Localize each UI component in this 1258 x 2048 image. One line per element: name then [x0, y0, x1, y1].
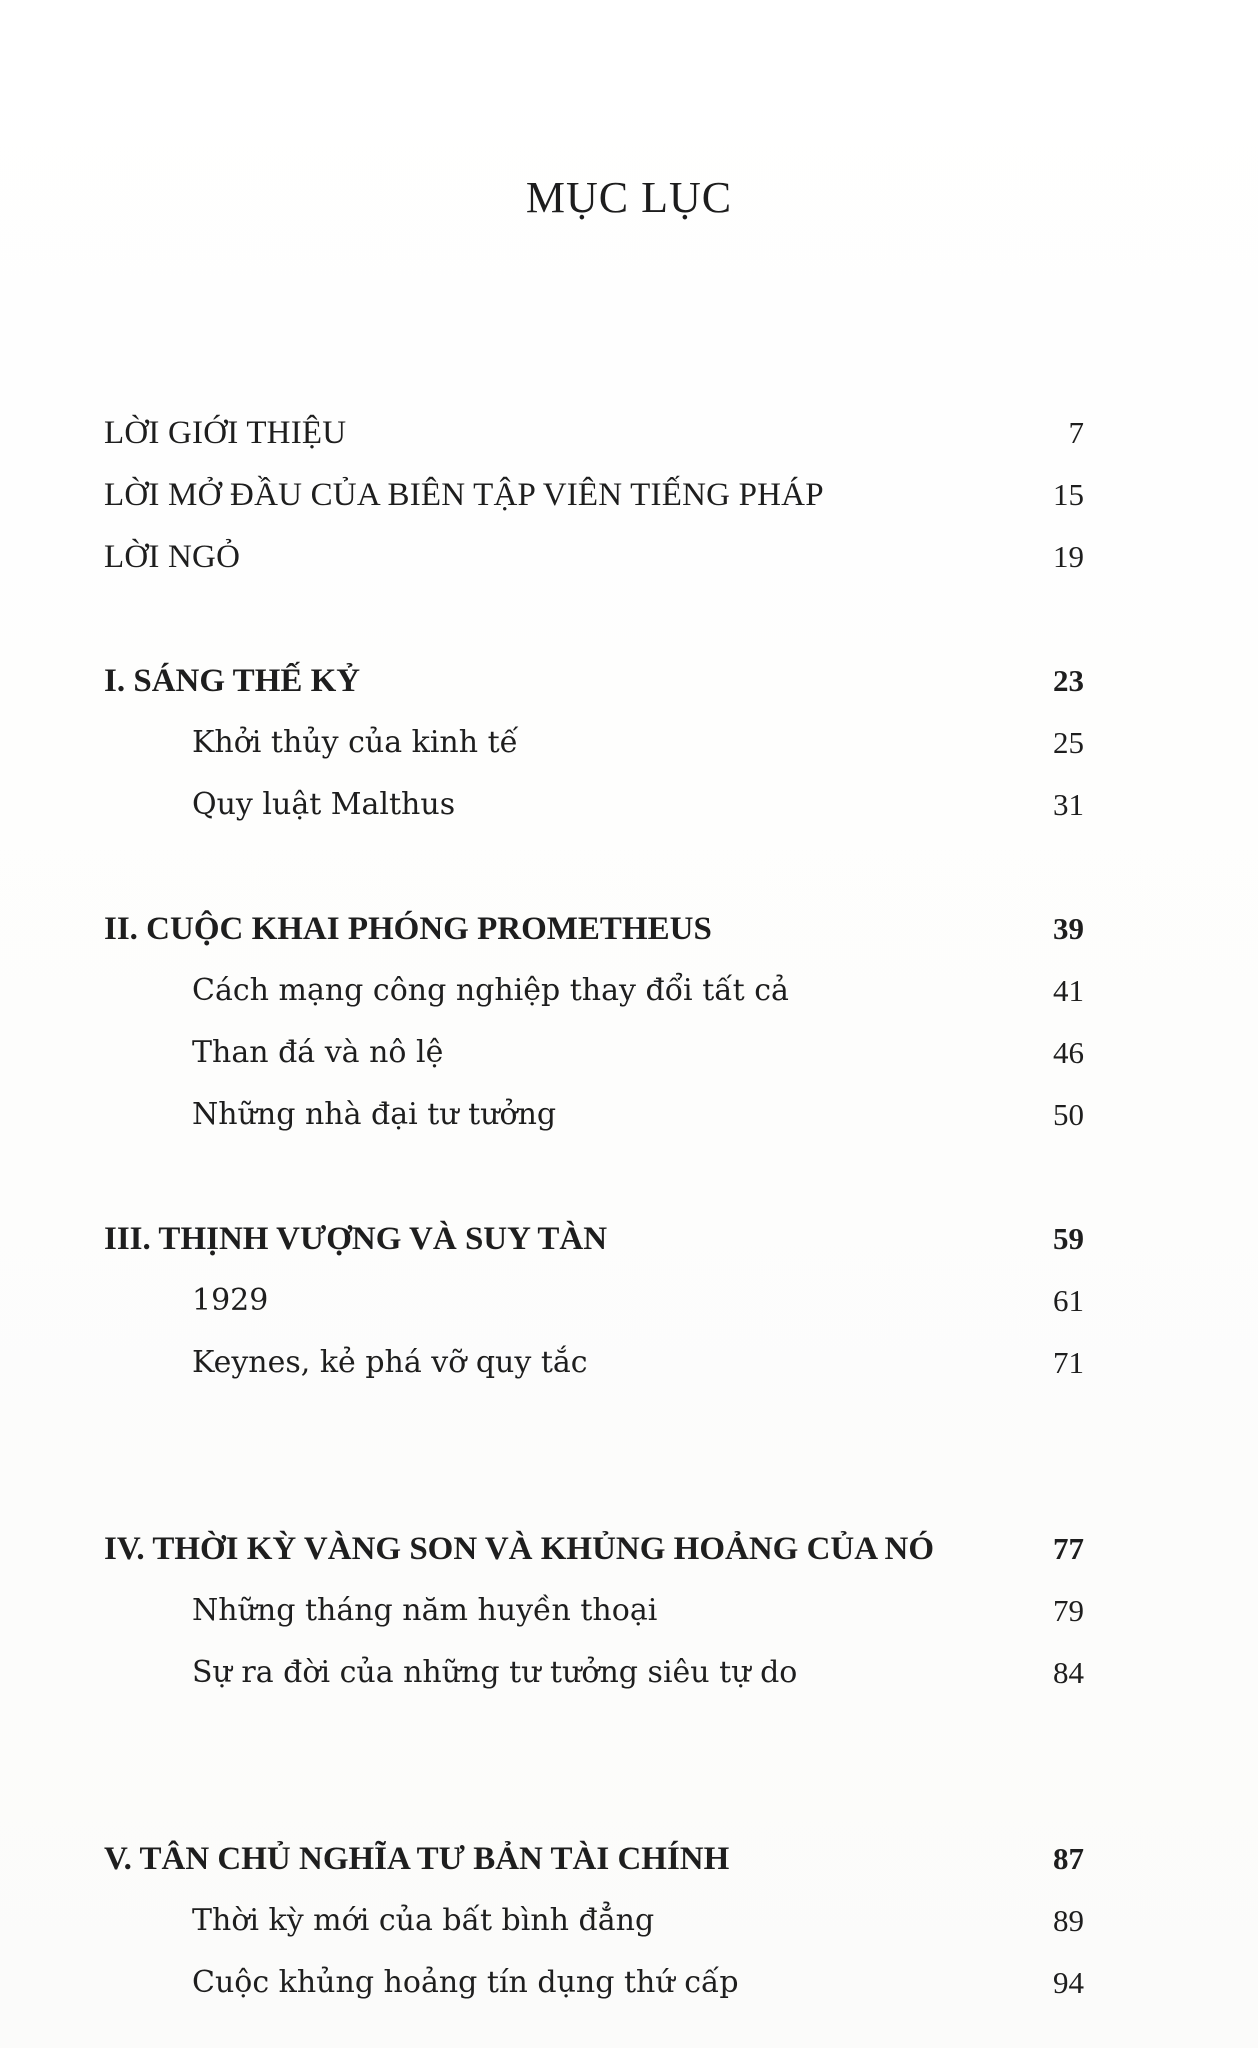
section-title: Cách mạng công nghiệp thay đổi tất cả	[192, 973, 789, 1008]
spacer	[104, 1146, 1084, 1208]
toc-page-number: 23	[1053, 663, 1084, 698]
section-title: Keynes, kẻ phá vỡ quy tắc	[192, 1345, 588, 1380]
toc-page-number: 25	[1053, 725, 1084, 760]
spacer	[104, 588, 1084, 650]
toc-page-number: 50	[1053, 1097, 1084, 1132]
section-title: Sự ra đời của những tư tưởng siêu tự do	[192, 1655, 798, 1690]
section-title: 1929	[192, 1283, 269, 1318]
toc-page-number: 94	[1053, 1965, 1084, 2000]
toc-page-number: 46	[1053, 1035, 1084, 1070]
chapter-title: III. THỊNH VƯỢNG VÀ SUY TÀN	[104, 1221, 608, 1257]
chapter-title: I. SÁNG THẾ KỶ	[104, 663, 361, 699]
toc-section	[104, 1084, 1084, 1146]
toc-entry-label: LỜI MỞ ĐẦU CỦA BIÊN TẬP VIÊN TIẾNG PHÁP	[104, 477, 824, 513]
toc-page-number: 77	[1053, 1531, 1084, 1566]
toc-section	[104, 1270, 1084, 1332]
section-title: Cuộc khủng hoảng tín dụng thứ cấp	[192, 1965, 739, 2000]
section-title: Những tháng năm huyền thoại	[192, 1593, 658, 1628]
toc-page-number: 7	[1068, 415, 1084, 450]
toc-page-number: 41	[1053, 973, 1084, 1008]
toc-page-number: 19	[1053, 539, 1084, 574]
chapter-title: V. TÂN CHỦ NGHĨA TƯ BẢN TÀI CHÍNH	[104, 1841, 730, 1877]
chapter-title: II. CUỘC KHAI PHÓNG PROMETHEUS	[104, 911, 712, 947]
section-title: Thời kỳ mới của bất bình đẳng	[192, 1903, 655, 1938]
chapter-title: IV. THỜI KỲ VÀNG SON VÀ KHỦNG HOẢNG CỦA NÓ	[104, 1531, 935, 1567]
table-of-contents	[104, 402, 1084, 2014]
toc-page-number: 71	[1053, 1345, 1084, 1380]
toc-page-number: 84	[1053, 1655, 1084, 1690]
toc-page-number: 61	[1053, 1283, 1084, 1318]
toc-section	[104, 960, 1084, 1022]
toc-page-number: 87	[1053, 1841, 1084, 1876]
toc-page-number: 39	[1053, 911, 1084, 946]
spacer	[104, 1394, 1084, 1518]
toc-section	[104, 1952, 1084, 2014]
toc-page-number: 79	[1053, 1593, 1084, 1628]
toc-entry-foreword	[104, 526, 1084, 588]
toc-section	[104, 1642, 1084, 1704]
toc-page-number: 59	[1053, 1221, 1084, 1256]
toc-chapter-3	[104, 1208, 1084, 1270]
toc-page-number: 15	[1053, 477, 1084, 512]
section-title: Quy luật Malthus	[192, 787, 456, 822]
toc-entry-label: LỜI NGỎ	[104, 539, 241, 575]
spacer	[104, 1704, 1084, 1828]
toc-page-number: 31	[1053, 787, 1084, 822]
toc-section	[104, 1890, 1084, 1952]
toc-section	[104, 712, 1084, 774]
toc-chapter-4	[104, 1518, 1084, 1580]
toc-chapter-2	[104, 898, 1084, 960]
spacer	[104, 836, 1084, 898]
toc-chapter-1	[104, 650, 1084, 712]
toc-entry-editor-preface	[104, 464, 1084, 526]
toc-entry-label: LỜI GIỚI THIỆU	[104, 415, 347, 451]
toc-entry-intro	[104, 402, 1084, 464]
section-title: Khởi thủy của kinh tế	[192, 725, 519, 760]
toc-page-number: 89	[1053, 1903, 1084, 1938]
toc-section	[104, 1022, 1084, 1084]
section-title: Những nhà đại tư tưởng	[192, 1097, 557, 1132]
toc-section	[104, 1332, 1084, 1394]
toc-section	[104, 1580, 1084, 1642]
toc-section	[104, 774, 1084, 836]
toc-chapter-5	[104, 1828, 1084, 1890]
section-title: Than đá và nô lệ	[192, 1035, 444, 1070]
page-title: MỤC LỤC	[525, 173, 733, 222]
